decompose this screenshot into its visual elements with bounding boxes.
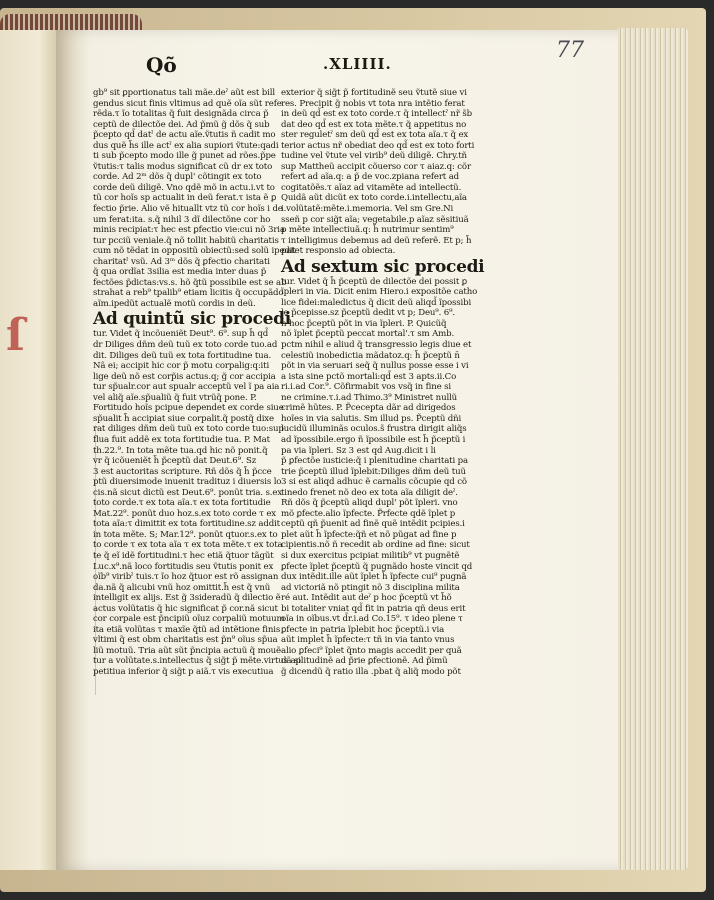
text-line: i.volũtatẽ:mẽte.i.memoria. Vel sm Gre.Ni xyxy=(281,204,454,215)
text-line: te q̃ eĩ idẽ fortitudini.τ hec etiã q̃tuor tãgũt xyxy=(93,550,274,561)
section-heading: Ad quintũ sic procedi xyxy=(93,309,291,330)
text-line: actus volũtatis q̃ hic significat p̃ cor.nã sicut xyxy=(93,603,278,614)
running-header xyxy=(0,50,714,80)
text-line: cipientis.nõ ñ recedit ab ordine ad fine: sicut xyxy=(281,540,470,551)
text-line: ad ĩpossibile.ergo ñ ĩpossibile est h̃ p̃ceptũ i xyxy=(281,434,466,445)
text-line: ad victoriã nõ ptingit nõ 3 disciplina milita xyxy=(281,582,460,593)
text-line: minis recipiat:τ hec est ꝑfectio vie:cui nõ 3ria xyxy=(93,225,285,236)
rubric-initial-mark: ſ xyxy=(6,310,25,361)
text-line: ré aut. Intẽdit aut deˀ p hoc p̃ceptũ vt h̃õ xyxy=(281,593,452,604)
text-line: tur a volũtate.s.intellectus q̃ sig̃t p̃ mẽte.virtus ap xyxy=(93,656,301,667)
text-line: 3 est auctoritas scripture. Rñ dõs q̃ h̃ p̃cce xyxy=(93,466,272,477)
text-line: corde. Ad 2ᵐ dõs q̃ dupl' cõtingit ex toto xyxy=(93,172,262,183)
text-line: cor corpale est p̃ncipiũ oĩuz corpaliũ motuum xyxy=(93,614,285,625)
text-line: rẽda.τ ĩo totalitas q̃ fuit designãda circa p̃ xyxy=(93,109,269,120)
text-line: ri.i.ad Cor.⁹. Cõfirmabit vos vsq̃ in fine si xyxy=(281,382,451,393)
text-line: le p̃cepisse.sz p̃ceptũ dedit vt p; Deu⁹. 6⁹. xyxy=(281,308,455,319)
text-line: sup Mattheũ accipit cõuerso cor τ aiaz.q: cõr xyxy=(281,161,471,172)
text-line: petitiua inferior q̃ sig̃t p aiã.τ vis executiua xyxy=(93,666,274,677)
text-line: alio ꝑfeci⁹ ĩplet q̃nto magis accedit per quã xyxy=(281,645,462,656)
text-line: aũt implet h̃ ĩpfecte:τ tñ in via tanto vnus xyxy=(281,635,455,646)
page-edges xyxy=(618,28,688,870)
text-line: p mẽte intellectiuã.q: h̃ nutrimur sentim⁹ xyxy=(281,225,454,236)
right-text-column xyxy=(281,88,485,688)
text-line: res. Precipit g̃ nobis vt tota nra intẽtio ferat xyxy=(281,98,465,109)
text-line: dus quẽ h̃s ille actˀ ex alia supiori ṽtute:qadi xyxy=(93,140,279,151)
text-line: Mat.22⁹. ponũt duo hoz.s.ex toto corde τ ex xyxy=(93,508,276,519)
text-line: gb⁹ sit ꝑportionatus tali mãe.deˀ aũt est bill xyxy=(93,88,275,98)
text-line: fectio p̃rie. Alio vẽ hituallt vtz tũ cor hoĩs i de xyxy=(93,204,283,215)
text-line: bi totaliter vniat qd̃ fit in patria qñ deus erit xyxy=(281,603,466,614)
text-line: lucidũ illuminãs oculos.s̃ frustra dirigit aliq̃s xyxy=(281,424,467,435)
text-line: ne crimine.τ.i.ad Thimo.3⁹ Ministret nullũ xyxy=(281,392,458,403)
text-line: oĩb⁹ viribˀ tuis.τ ĩo hoz q̃tuor est rõ assignan xyxy=(93,572,279,583)
text-line: Nã ei; accipit hic cor p̃ motu corpalig:q:iti xyxy=(93,361,270,372)
text-line: sp̃ualit h̃ accipiat siue corpalit.q̃ postq̃ dixe xyxy=(93,413,274,424)
handwritten-folio-number: 77 xyxy=(556,38,584,63)
text-line: aĩm.ipedũt actualẽ motũ cordis in deũ. xyxy=(93,298,256,309)
text-line: corde deũ diligẽ. Vno qdẽ mõ in actu.i.vt to xyxy=(93,182,275,193)
header-left: Qõ xyxy=(146,53,177,77)
text-line: cogitatõẽs.τ aĩaz ad vitamẽte ad intellectũ. xyxy=(281,182,462,193)
text-line: ceptũ de dilectõe dei. Ad p̃mũ g̃ dõs q̃ sub xyxy=(93,119,270,130)
text-line: ṽtutis:τ talis modus significat cũ dr ex toto xyxy=(93,161,273,172)
text-line: crimẽ hũtes. P. P̃cecepta dãr ad dirigedos xyxy=(281,403,456,414)
text-line: vr q̃ icõueniẽt h̃ p̃ceptũ dat Deut.6⁹. Sz xyxy=(93,456,257,467)
text-line: g̃ dicendũ q̃ ratio illa .pbat q̃ aliq̃ modo põt xyxy=(281,666,461,677)
text-line: p̃ ꝑfectõe iusticie:q̃ i plenitudine charitati pa xyxy=(281,456,468,467)
text-line: nõ ĩplet p̃ceptũ peccat mortal'.τ sm Amb. xyxy=(281,329,455,340)
text-line: p̃cepto qd̃ datˀ de actu aĩe.ṽtutis ñ cadit mo xyxy=(93,130,276,141)
text-line: plet aũt h̃ ĩpfecte:q̃ñ et nõ pũgat ad fine p xyxy=(281,529,457,540)
text-line: oĩa in oĩbus.vt d̃r.i.ad Co.15⁹. τ ideo plene τ xyxy=(281,614,463,625)
text-line: Quidã aũt dicũt ex toto corde.i.intellectu,aĩa xyxy=(281,193,467,204)
text-line: dat deo qd̃ est ex tota mẽte.τ q̃ appetitus no xyxy=(281,119,467,130)
text-line: ꝑfecte in patria ĩplebit hoc p̃ceptũ.i via xyxy=(281,624,445,635)
text-line: fectões p̃dictas:vs.s. hõ q̃tũ possibile est se ab xyxy=(93,277,287,288)
text-line: terior actus nr̃ obediat deo qd̃ est ex toto forti xyxy=(281,140,475,151)
text-line: charitatˀ vsũ. Ad 3ᵐ dõs q̃ ꝑfectio charitati xyxy=(93,256,270,267)
text-line: ptũ diuersimode inuenit tradituz i diuersis lo xyxy=(93,477,282,488)
text-line: τ intelligimus debemus ad deũ referẽ. Et p; h̃ xyxy=(281,235,472,246)
text-line: cis.nã sicut dictũ est Deut.6⁹. ponũt tria. s.ex xyxy=(93,487,283,498)
text-line: ceptũ qñ p̃uenit ad finẽ quẽ intẽdit pcipies.i xyxy=(281,519,465,530)
section-heading: Ad sextum sic procedi xyxy=(281,256,485,277)
text-line: strahat a reb⁹ tpalib⁹ etiam licitis q̃ occupãdo xyxy=(93,288,284,299)
text-line: tur sp̃ualr.cor aut spualr acceptũ vel ĩ pa aia xyxy=(93,382,280,393)
text-line: patet responsio ad obiecta. xyxy=(281,246,396,257)
text-line: dux intẽdit.ille aũt ĩplet h̃ ĩpfecte cui⁹ pugnã xyxy=(281,572,467,583)
left-page-sliver xyxy=(0,30,56,870)
text-line: pa via ĩpleri. Sz 3 est qd Aug.dicit i li xyxy=(281,445,436,456)
text-line: sseñ p cor sig̃t aĩa; vegetabile.p aĩaz sẽsitiuã xyxy=(281,214,469,225)
text-line: th.22.⁹. In tota mẽte tua.qd hic nõ ponit.q̃ xyxy=(93,445,268,456)
text-line: um ferat:ita. s.q̃ nihil 3 dĩ dilectõne cor ho xyxy=(93,214,271,225)
text-line: pctm nihil e aliud q̃ transgressio legis diue et xyxy=(281,340,472,351)
text-line: tur. Videt q̃ incõueniẽt Deut⁹. 6⁹. sup h̃ qd̃ xyxy=(93,329,269,340)
text-line: tota aĩa:τ dimittit ex tota fortitudine.sz addit xyxy=(93,519,280,530)
text-line: cum nõ tẽdat in oppositũ obiectũ:sed solũ ipedit xyxy=(93,246,296,257)
text-line: dã silitudinẽ ad p̃rie ꝑfectionẽ. Ad p̃imũ xyxy=(281,656,448,667)
text-line: dr Diliges dñm deũ tuũ ex toto corde tuo.ad xyxy=(93,340,278,351)
text-line: in tota mẽte. S; Mar.12⁹. ponũt qtuor.s.ex to xyxy=(93,529,278,540)
text-line: ti sub p̃cepto modo ille g̃ punet ad rões.p̃pe xyxy=(93,151,276,162)
text-line: vltimi q̃ est obm charitatis est p̃n⁹ oĩus sp̃ua xyxy=(93,635,278,646)
text-line: to corde τ ex tota aĩa τ ex tota mẽte.τ ex tota xyxy=(93,540,283,551)
text-line: põt in via seruari seq̃ q̃ nullus posse esse i vi xyxy=(281,361,469,372)
text-line: gendus sicut finis vltimus ad quẽ oĩa sũt refe xyxy=(93,98,282,109)
text-line: lige deũ nõ est corp̃is actus.q; g̃ cor accipia xyxy=(93,371,276,382)
text-line: liũ motuũ. Tria aũt sũt p̃ncipia actuũ q̃ mouẽ xyxy=(93,645,281,656)
text-line: tudine vel ṽtute vel virib⁹ deũ diligẽ. Chry.tñ xyxy=(281,151,467,162)
text-line: flua fuit addẽ ex tota fortitudie tua. P. Mat xyxy=(93,434,270,445)
text-line: q̃ qua ordĩat 3silia est media inter duas p̃ xyxy=(93,267,267,278)
text-line: intelligit ex alijs. Est g̃ 3sideradũ q̃ dilectio ẽ xyxy=(93,593,281,604)
text-line: toto corde.τ ex tota aĩa.τ ex tota fortitudie xyxy=(93,498,271,509)
text-line: Luc.x⁹.nã loco fortitudis seu ṽtutis ponit ex xyxy=(93,561,274,572)
header-folio-numeral: .XLIIII. xyxy=(323,55,392,73)
text-line: ita etiã volũtas τ maxĩe q̃tũ ad intẽtione finis xyxy=(93,624,281,635)
text-line: lice fidei:maledictus q̃ dicit deũ aliqd̃ ĩpossibi xyxy=(281,297,472,308)
left-text-column xyxy=(93,88,301,700)
text-line: a ista sine pctõ mortali:qd̃ est 3 apts.ii.Co xyxy=(281,371,457,382)
text-line: Fortitudo hoĩs pcipue dependet ex corde siue xyxy=(93,403,284,414)
text-line: dit. Diliges deũ tuũ ex tota fortitudine tua. xyxy=(93,350,272,361)
text-line: ꝑfecte ĩplet p̃ceptũ q̃ pugnãdo hoste vincit qd xyxy=(281,561,473,572)
text-line: refert ad aĩa.q: a p̃ de voc.zpiana refert ad xyxy=(281,172,460,183)
text-line: vel aliq̃ aĩe.sp̃ualiũ q̃ fuit vtrũq̃ pone. P. xyxy=(93,392,257,403)
text-line: da.nã q̃ alicubi vnũ hoz omittit.h̃ est q̃ vnũ xyxy=(93,582,271,593)
text-line: ĩpleri in via. Dicit enim Hiero.i expositõe catho xyxy=(281,287,478,298)
text-line: celestiũ inobedictia mãdatoz.q: h̃ p̃ceptũ n̄ xyxy=(281,350,460,361)
text-line: tur pcciũ veniale.q̃ nõ tollit habitũ charitatis xyxy=(93,235,279,246)
text-line: exterior q̃ sig̃t p̃ fortitudinẽ seu ṽtutẽ siue vi xyxy=(281,88,467,98)
text-line: trie p̃ceptũ illud ĩplebit:Diliges dñm deũ tuũ xyxy=(281,466,466,477)
text-line: hoĩes in via salutis. Sm illud ps. P̃ceptũ dñi xyxy=(281,413,462,424)
text-line: Rñ dõs q̃ p̃ceptũ aliqd dupl' põt ĩpleri. vno xyxy=(281,498,458,509)
text-line: tur. Videt q̃ h̃ p̃ceptũ de dilectõe dei possit ꝑ xyxy=(281,276,468,287)
text-line: h̃ hoc p̃ceptũ põt in via ĩpleri. P. Quicũq̃ xyxy=(281,318,447,329)
text-line: mõ ꝑfecte.alio ĩpfecte. P̃rfecte qdẽ ĩplet p xyxy=(281,508,456,519)
text-line: tinedo frenet nõ deo ex tota aĩa diligit deˀ. xyxy=(281,487,458,498)
text-line: si dux exercitus pcipiat militib⁹ vt pugnẽtẽ xyxy=(281,550,460,561)
text-line: rat diliges dñm deũ tuũ ex toto corde tuo:sup xyxy=(93,424,284,435)
text-line: tũ cor hoĩs sp actualit in deũ ferat.τ ista ẽ ꝑ xyxy=(93,193,277,204)
text-line: in deũ qd̃ est ex toto corde.τ q̃ intellectˀ nr̃ s̃b xyxy=(281,109,472,120)
text-line: ster reguletˀ sm deũ qd̃ est ex tota aĩa.τ q̃ ex xyxy=(281,130,469,141)
text-line: 3 si est aliqd adhuc ẽ carnalis cõcupie qd cõ xyxy=(281,477,467,488)
